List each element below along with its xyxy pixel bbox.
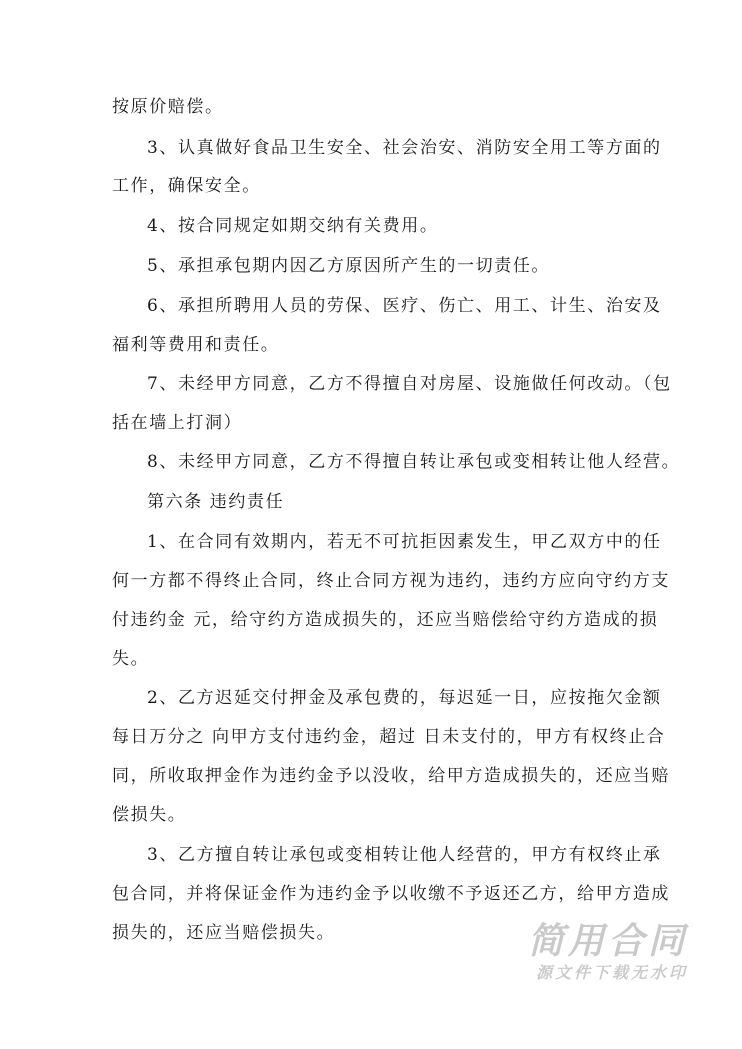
text-line: 损失的，还应当赔偿损失。 <box>112 923 336 943</box>
text-line: 括在墙上打洞） <box>112 413 243 433</box>
text-line: 工作，确保安全。 <box>112 176 261 196</box>
text-line: 3、认真做好食品卫生安全、社会治安、消防安全用工等方面的 <box>147 138 662 158</box>
text-line: 8、未经甲方同意，乙方不得擅自转让承包或变相转让他人经营。 <box>147 452 681 472</box>
section-heading: 第六条 违约责任 <box>147 492 285 512</box>
text-line: 7、未经甲方同意，乙方不得擅自对房屋、设施做任何改动。（包 <box>147 374 672 394</box>
text-line: 按原价赔偿。 <box>112 97 224 117</box>
watermark <box>528 922 688 984</box>
text-line: 福利等费用和责任。 <box>112 335 280 355</box>
text-line: 5、承担承包期内因乙方原因所产生的一切责任。 <box>147 256 551 276</box>
watermark-title: 简用合同 <box>527 921 688 962</box>
watermark-subtitle: 源文件下载无水印 <box>535 963 688 982</box>
text-line: 包合同，并将保证金作为违约金予以收缴不予返还乙方，给甲方造成 <box>112 884 670 904</box>
text-line: 1、在合同有效期内，若无不可抗拒因素发生，甲乙双方中的任 <box>147 532 662 552</box>
text-line: 6、承担所聘用人员的劳保、医疗、伤亡、用工、计生、治安及 <box>147 296 662 316</box>
text-line: 每日万分之 向甲方支付违约金，超过 日未支付的，甲方有权终止合 <box>112 727 666 747</box>
text-line: 3、乙方擅自转让承包或变相转让他人经营的，甲方有权终止承 <box>147 845 662 865</box>
text-line: 2、乙方迟延交付押金及承包费的，每迟延一日，应按拖欠金额 <box>147 688 662 708</box>
text-line: 失。 <box>112 649 150 669</box>
text-line: 同，所收取押金作为违约金予以没收，给甲方造成损失的，还应当赔 <box>112 766 670 786</box>
text-line: 偿损失。 <box>112 805 187 825</box>
text-line: 4、按合同规定如期交纳有关费用。 <box>147 216 439 236</box>
text-line: 何一方都不得终止合同，终止合同方视为违约，违约方应向守约方支 <box>112 571 670 591</box>
text-line: 付违约金 元，给守约方造成损失的，还应当赔偿给守约方造成的损 <box>112 610 659 630</box>
